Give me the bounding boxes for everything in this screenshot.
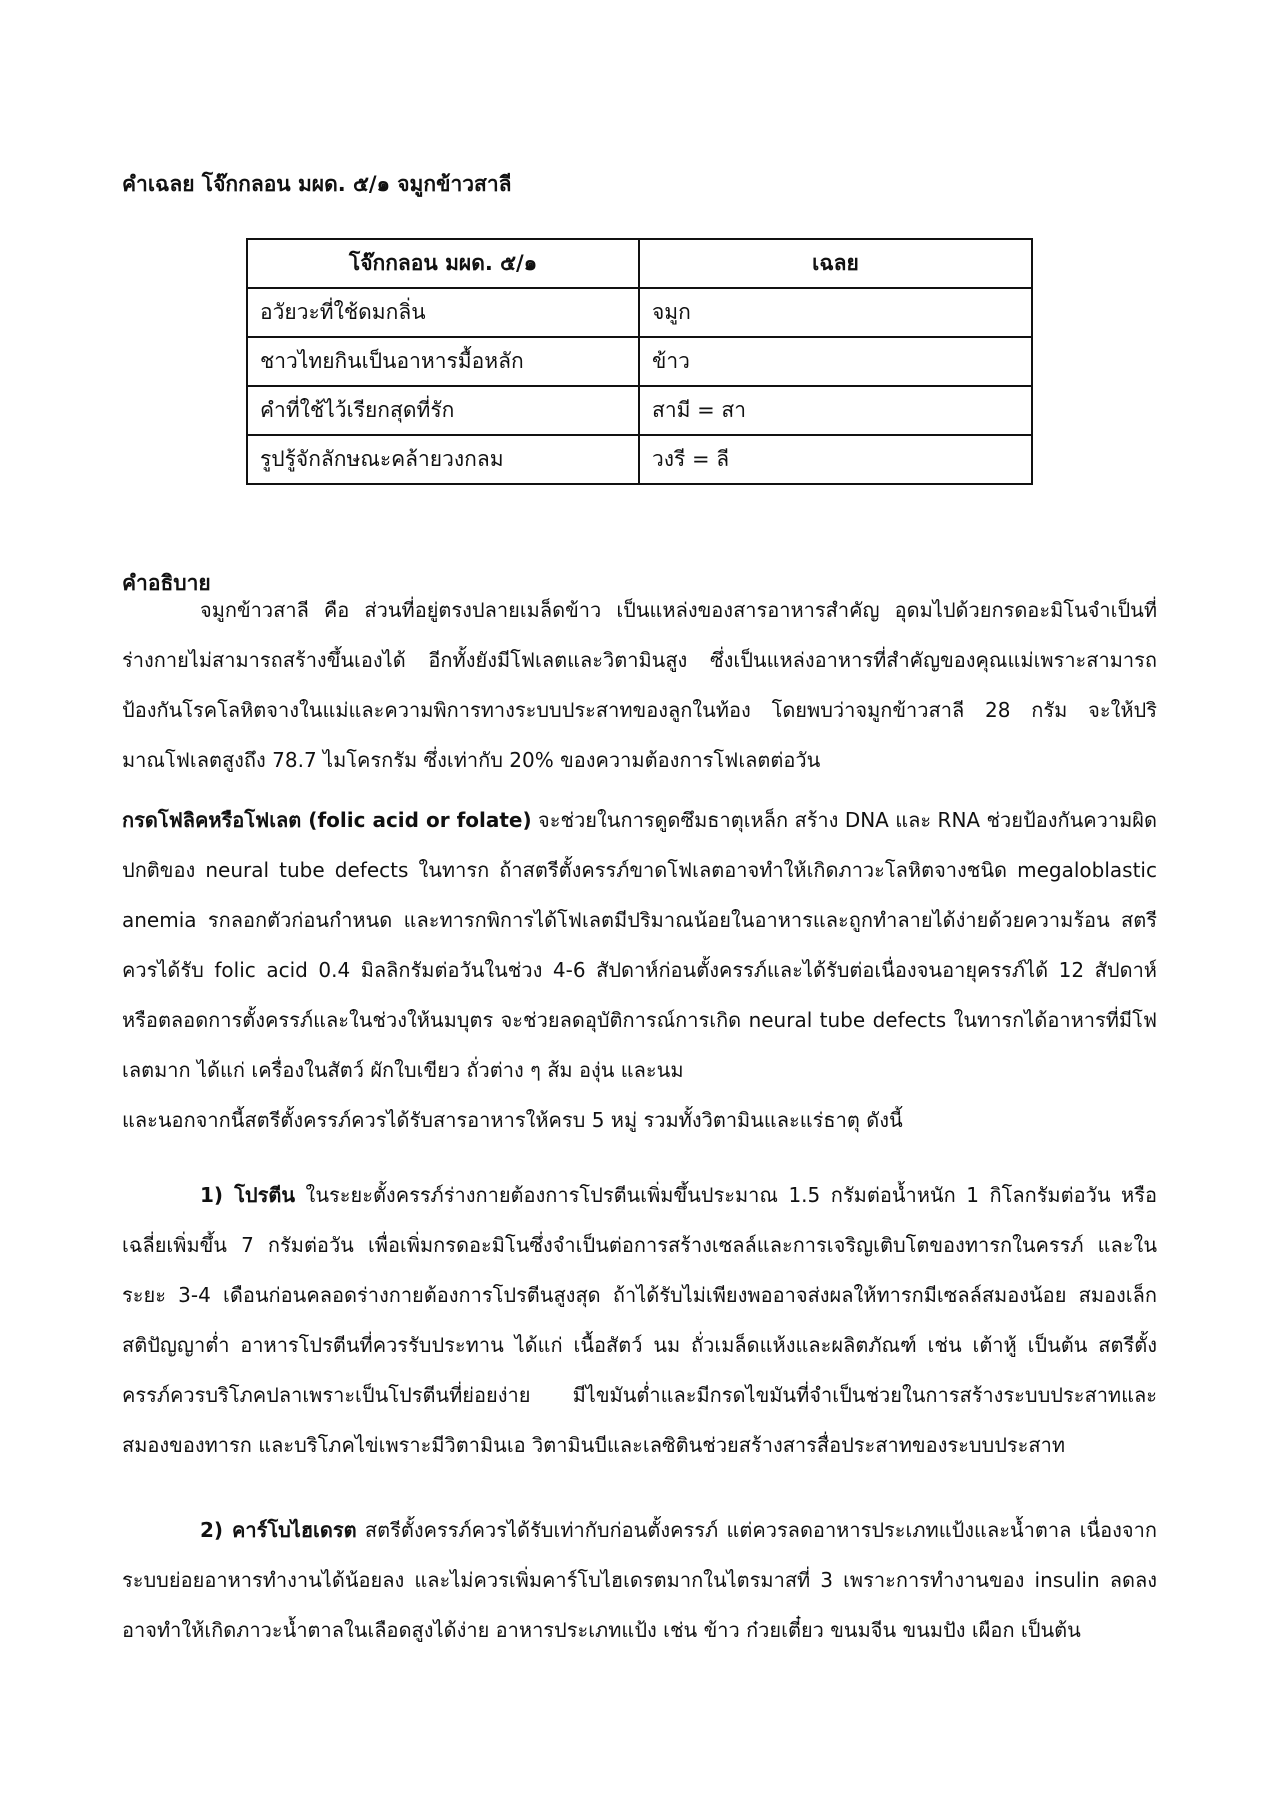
paragraph-carbohydrate [122,1505,1157,1655]
carb-text: สตรีตั้งครรภ์ควรได้รับเท่ากับก่อนตั้งครรภ์ แต่ควรลดอาหารประเภทแป้งและน้ำตาล เนื่องจากระบบย่อยอาหารทำงานได้น้อยลง และไม่ควรเพิ่มคาร์โบไฮเดรตมากในไตรมาสที่ 3 เพราะการทำงานของ insulin ลดลง อาจทำให้เกิดภาวะน้ำตาลในเลือดสูงได้ง่าย อาหารประเภทแป้ง เช่น ข้าว ก๋วยเตี๋ยว ขนมจีน ขนมปัง เผือก เป็นต้น [122,1518,1157,1642]
table-cell-clue: รูปรู้จักลักษณะคล้ายวงกลม [247,435,639,484]
paragraph-intro: และนอกจากนี้สตรีตั้งครรภ์ควรได้รับสารอาหารให้ครบ 5 หมู่ รวมทั้งวิตามินและแร่ธาตุ ดังนี้ [122,1108,903,1132]
table-row [247,288,1032,337]
table-cell-answer: สามี = สา [639,386,1032,435]
table-cell-answer: จมูก [639,288,1032,337]
table-cell-answer: ข้าว [639,337,1032,386]
protein-text: ในระยะตั้งครรภ์ร่างกายต้องการโปรตีนเพิ่มขึ้นประมาณ 1.5 กรัมต่อน้ำหนัก 1 กิโลกรัมต่อวัน หรือเฉลี่ยเพิ่มขึ้น 7 กรัมต่อวัน เพื่อเพิ่มกรดอะมิโนซึ่งจำเป็นต่อการสร้างเซลล์และการเจริญเติบโตของทารกในครรภ์ และในระยะ 3-4 เดือนก่อนคลอดร่างกายต้องการโปรตีนสูงสุด ถ้าได้รับไม่เพียงพออาจส่งผลให้ทารกมีเซลล์สมองน้อย สมองเล็ก สติปัญญาต่ำ อาหารโปรตีนที่ควรรับประทาน ได้แก่ เนื้อสัตว์ นม ถั่วเมล็ดแห้งและผลิตภัณฑ์ เช่น เต้าหู้ เป็นต้น สตรีตั้งครรภ์ควรบริโภคปลาเพราะเป็นโปรตีนที่ย่อยง่าย มีไขมันต่ำและมีกรดไขมันที่จำเป็นช่วยในการสร้างระบบประสาทและสมองของทารก และบริโภคไข่เพราะมีวิตามินเอ วิตามินบีและเลซิตินช่วยสร้างสารสื่อประสาทของระบบประสาท [122,1183,1157,1457]
carb-term: 2) คาร์โบไฮเดรต [200,1518,357,1542]
table-cell-clue: คำที่ใช้ไว้เรียกสุดที่รัก [247,386,639,435]
table-row [247,386,1032,435]
explanation-title: คำอธิบาย [122,571,211,595]
table-cell-clue: อวัยวะที่ใช้ดมกลิ่น [247,288,639,337]
table-row [247,435,1032,484]
table-cell-clue: ชาวไทยกินเป็นอาหารมื้อหลัก [247,337,639,386]
paragraph-protein [122,1170,1157,1470]
table-header-row [247,239,1032,288]
paragraph-wheat-germ: จมูกข้าวสาลี คือ ส่วนที่อยู่ตรงปลายเมล็ดข้าว เป็นแหล่งของสารอาหารสำคัญ อุดมไปด้วยกรดอะมิโนจำเป็นที่ร่างกายไม่สามารถสร้างขึ้นเองได้ อีกทั้งยังมีโฟเลตและวิตามินสูง ซึ่งเป็นแหล่งอาหารที่สำคัญของคุณแม่เพราะสามารถป้องกันโรคโลหิตจางในแม่และความพิการทางระบบประสาทของลูกในท้อง โดยพบว่าจมูกข้าวสาลี 28 กรัม จะให้ปริมาณโฟเลตสูงถึง 78.7 ไมโครกรัม ซึ่งเท่ากับ 20% ของความต้องการโฟเลตต่อวัน [122,598,1157,772]
folate-term: กรดโฟลิคหรือโฟเลต (folic acid or folate) [122,808,532,832]
folate-text: จะช่วยในการดูดซึมธาตุเหล็ก สร้าง DNA และ RNA ช่วยป้องกันความผิดปกติของ neural tube defects ในทารก ถ้าสตรีตั้งครรภ์ขาดโฟเลตอาจทำให้เกิดภาวะโลหิตจางชนิด megaloblastic anemia รกลอกตัวก่อนกำหนด และทารกพิการได้โฟเลตมีปริมาณน้อยในอาหารและถูกทำลายได้ง่ายด้วยความร้อน สตรีควรได้รับ folic acid 0.4 มิลลิกรัมต่อวันในช่วง 4-6 สัปดาห์ก่อนตั้งครรภ์และได้รับต่อเนื่องจนอายุครรภ์ได้ 12 สัปดาห์หรือตลอดการตั้งครรภ์และในช่วงให้นมบุตร จะช่วยลดอุบัติการณ์การเกิด neural tube defects ในทารกได้อาหารที่มีโฟเลตมาก ได้แก่ เครื่องในสัตว์ ผักใบเขียว ถั่วต่าง ๆ ส้ม องุ่น และนม [122,808,1157,1082]
paragraph-folate [122,795,1157,1095]
protein-term: 1) โปรตีน [200,1183,296,1207]
table-header-answer: เฉลย [639,239,1032,288]
answer-table [246,238,1033,485]
table-header-riddle: โจ๊กกลอน มผด. ๕/๑ [247,239,639,288]
page-heading: คำเฉลย โจ๊กกลอน มผด. ๕/๑ จมูกข้าวสาลี [122,172,512,196]
table-cell-answer: วงรี = ลี [639,435,1032,484]
table-row [247,337,1032,386]
